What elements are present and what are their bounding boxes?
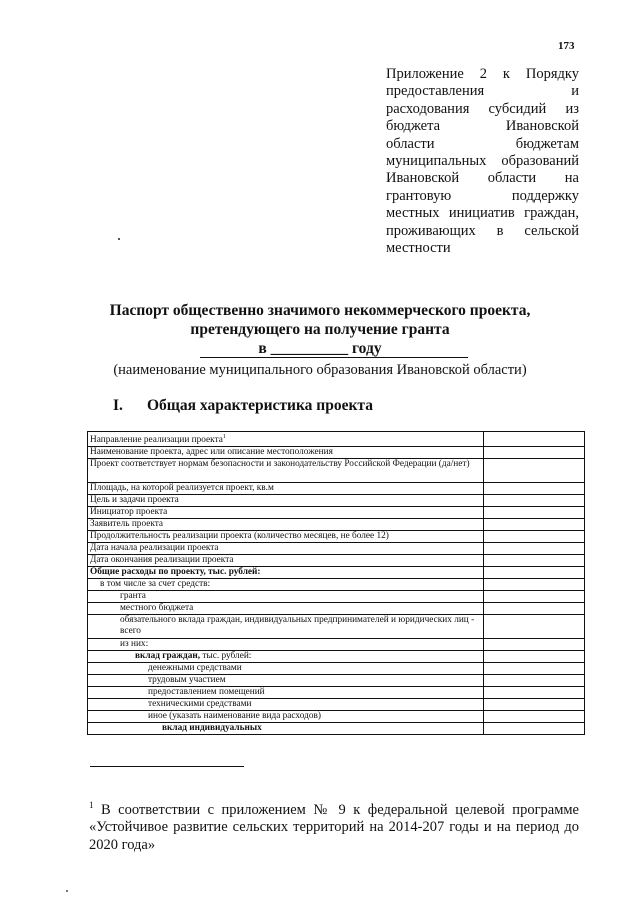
row-label: Направление реализации проекта — [90, 435, 223, 446]
table-row — [88, 591, 585, 603]
row-label-tail: тыс. рублей: — [200, 651, 252, 662]
section-heading — [113, 397, 373, 415]
table-row — [88, 711, 585, 723]
footnote-ref: 1 — [222, 434, 226, 440]
appendix-word: местности — [386, 240, 451, 257]
row-label-cell — [88, 555, 484, 567]
row-label: Дата начала реализации проекта — [90, 543, 219, 554]
row-label: Площадь, на которой реализуется проект, кв.м — [90, 483, 274, 494]
row-label: Цель и задачи проекта — [90, 495, 179, 506]
table-row — [88, 555, 585, 567]
row-label: из них: — [120, 639, 149, 650]
row-value-cell — [484, 723, 585, 735]
row-label-cell — [88, 687, 484, 699]
scan-speck — [118, 238, 120, 240]
appendix-line — [386, 66, 579, 83]
appendix-word: бюджета — [386, 118, 441, 135]
appendix-word: бюджетам — [515, 135, 579, 152]
appendix-word: 2 — [479, 66, 487, 82]
row-value-cell — [484, 579, 585, 591]
footnote-separator — [90, 766, 244, 767]
appendix-word: субсидий — [488, 100, 547, 117]
row-label-cell — [88, 495, 484, 507]
section-number: I. — [113, 397, 123, 414]
row-value-cell — [484, 591, 585, 603]
appendix-word: Приложение — [386, 66, 464, 82]
appendix-word: на — [564, 170, 579, 187]
row-value-cell — [484, 507, 585, 519]
appendix-word: поддержку — [511, 187, 579, 204]
appendix-word: грантовую — [386, 187, 452, 204]
appendix-word: предоставления — [386, 83, 485, 100]
appendix-line — [386, 240, 579, 257]
row-value-cell — [484, 543, 585, 555]
row-label-cell — [88, 447, 484, 459]
appendix-word: Порядку — [525, 66, 579, 82]
table-row — [88, 507, 585, 519]
appendix-line — [386, 205, 579, 222]
appendix-line — [386, 118, 579, 135]
table-row — [88, 483, 585, 495]
row-value-cell — [484, 663, 585, 675]
row-label: предоставлением помещений — [148, 687, 265, 698]
table-row — [88, 531, 585, 543]
row-label-cell — [88, 579, 484, 591]
row-label: обязательного вклада граждан, индивидуальных предпринимателей и юридических лиц - всего — [120, 615, 475, 637]
appendix-word: инициатив — [448, 205, 515, 222]
row-label: Заявитель проекта — [90, 519, 164, 530]
table-row — [88, 543, 585, 555]
row-label-cell — [88, 639, 484, 651]
row-label: техническими средствами — [148, 699, 252, 710]
table-row — [88, 567, 585, 579]
appendix-word: Ивановской — [386, 170, 460, 187]
row-label: в том числе за счет средств: — [100, 579, 211, 590]
scan-speck — [66, 890, 68, 892]
row-value-cell — [484, 495, 585, 507]
table-row — [88, 687, 585, 699]
table-row — [88, 519, 585, 531]
row-label-cell — [88, 723, 484, 735]
row-label: Проект соответствует нормам безопасности и законодательству Российской Федерации (да/нет) — [90, 459, 470, 470]
appendix-word: области — [386, 135, 435, 152]
appendix-line — [386, 223, 579, 240]
row-value-cell — [484, 459, 585, 483]
section-title: Общая характеристика проекта — [147, 397, 373, 414]
row-label-cell — [88, 663, 484, 675]
row-label: вклад граждан, — [135, 651, 201, 662]
row-value-cell — [484, 615, 585, 639]
table-row — [88, 663, 585, 675]
row-label-cell — [88, 651, 484, 663]
appendix-header — [386, 66, 579, 257]
row-label-cell — [88, 675, 484, 687]
row-label: Инициатор проекта — [90, 507, 168, 518]
row-label-cell — [88, 483, 484, 495]
appendix-word: проживающих — [386, 222, 476, 239]
row-label: иное (указать наименование вида расходов) — [148, 711, 321, 722]
row-label: Общие расходы по проекту, тыс. рублей: — [90, 567, 261, 578]
municipality-caption: (наименование муниципального образования Ивановской области) — [113, 362, 527, 378]
title-line-1: Паспорт общественно значимого некоммерческого проекта, — [109, 302, 531, 319]
row-value-cell — [484, 555, 585, 567]
appendix-line — [386, 188, 579, 205]
table-row — [88, 651, 585, 663]
appendix-word: в — [496, 222, 504, 239]
row-label-cell — [88, 711, 484, 723]
row-label-cell — [88, 519, 484, 531]
table-row — [88, 723, 585, 735]
title-line-3: в __________ году — [258, 340, 382, 357]
table-row — [88, 432, 585, 447]
appendix-line — [386, 170, 579, 187]
row-label-cell — [88, 591, 484, 603]
appendix-word: сельской — [524, 222, 579, 239]
row-value-cell — [484, 567, 585, 579]
row-label-cell — [88, 507, 484, 519]
appendix-line — [386, 136, 579, 153]
row-label-cell — [88, 567, 484, 579]
row-value-cell — [484, 651, 585, 663]
table-row — [88, 675, 585, 687]
table-row — [88, 615, 585, 639]
row-label-cell — [88, 543, 484, 555]
table-row — [88, 447, 585, 459]
row-value-cell — [484, 447, 585, 459]
row-label: вклад индивидуальных — [162, 723, 262, 734]
table-row — [88, 459, 585, 483]
title-line-2: претендующего на получение гранта — [190, 321, 450, 338]
page-number: 173 — [558, 40, 575, 52]
row-label: Продолжительность реализации проекта (количество месяцев, не более 12) — [90, 531, 389, 542]
row-value-cell — [484, 711, 585, 723]
table-row — [88, 495, 585, 507]
row-value-cell — [484, 699, 585, 711]
appendix-line — [386, 153, 579, 170]
row-label-cell — [88, 699, 484, 711]
appendix-word: образований — [501, 153, 579, 170]
table-row — [88, 639, 585, 651]
table-row — [88, 603, 585, 615]
row-value-cell — [484, 603, 585, 615]
appendix-word: и — [571, 83, 579, 100]
appendix-word: граждан, — [524, 205, 579, 222]
footnote — [89, 797, 579, 854]
row-value-cell — [484, 639, 585, 651]
row-value-cell — [484, 432, 585, 447]
row-label-cell — [88, 459, 484, 483]
appendix-word: муниципальных — [386, 153, 487, 170]
row-label-cell — [88, 603, 484, 615]
project-characteristics-table — [87, 431, 585, 735]
footnote-mark: 1 — [89, 800, 94, 810]
row-value-cell — [484, 687, 585, 699]
table-row — [88, 699, 585, 711]
appendix-word: из — [565, 100, 579, 117]
row-label-cell — [88, 432, 484, 447]
row-label: денежными средствами — [148, 663, 242, 674]
row-label: местного бюджета — [120, 603, 194, 614]
row-label: Наименование проекта, адрес или описание местоположения — [90, 447, 333, 458]
appendix-word: области — [487, 170, 537, 187]
footnote-text: В соответствии с приложением № 9 к федеральной целевой программе «Устойчивое развитие сельских территорий на 2014-207 годы и на период до 2020 года» — [89, 801, 579, 853]
row-label: трудовым участием — [148, 675, 226, 686]
row-label: Дата окончания реализации проекта — [90, 555, 234, 566]
appendix-line — [386, 83, 579, 100]
row-label: гранта — [120, 591, 146, 602]
document-title — [60, 301, 580, 358]
table-row — [88, 579, 585, 591]
row-label-cell — [88, 615, 484, 639]
appendix-word: Ивановской — [505, 118, 579, 135]
appendix-word: расходования — [386, 100, 470, 117]
row-value-cell — [484, 675, 585, 687]
appendix-word: к — [502, 66, 510, 82]
row-value-cell — [484, 483, 585, 495]
row-value-cell — [484, 519, 585, 531]
appendix-word: местных — [386, 205, 440, 222]
appendix-line — [386, 101, 579, 118]
municipality-name-line — [200, 357, 468, 358]
row-label-cell — [88, 531, 484, 543]
row-value-cell — [484, 531, 585, 543]
